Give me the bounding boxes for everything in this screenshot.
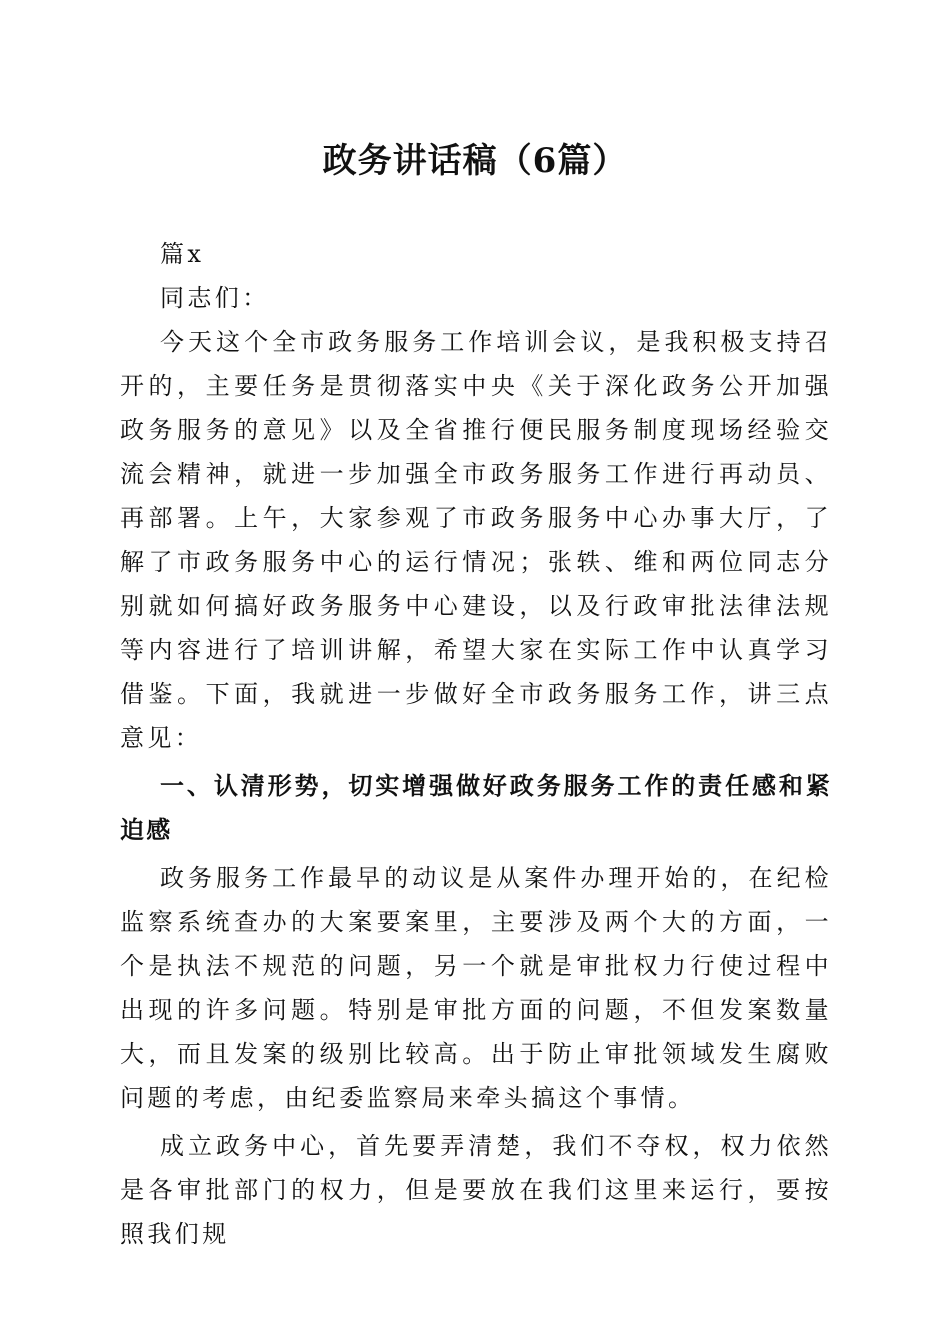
section-heading-1: 一、认清形势，切实增强做好政务服务工作的责任感和紧迫感 — [120, 772, 832, 844]
document-body — [120, 232, 832, 1256]
intro-paragraph: 今天这个全市政务服务工作培训会议，是我积极支持召开的，主要任务是贯彻落实中央《关于深化政务公开加强政务服务的意见》以及全省推行便民服务制度现场经验交流会精神，就进一步加强全市政务服务工作进行再动员、再部署。上午，大家参观了市政务服务中心办事大厅，了解了市政务服务中心的运行情况；张轶、维和两位同志分别就如何搞好政务服务中心建设，以及行政审批法律法规等内容进行了培训讲解，希望大家在实际工作中认真学习借鉴。下面，我就进一步做好全市政务服务工作，讲三点意见： — [120, 328, 832, 752]
section-1-paragraph-1: 政务服务工作最早的动议是从案件办理开始的，在纪检监察系统查办的大案要案里，主要涉及两个大的方面，一个是执法不规范的问题，另一个就是审批权力行使过程中出现的许多问题。特别是审批方面的问题，不但发案数量大，而且发案的级别比较高。出于防止审批领域发生腐败问题的考虑，由纪委监察局来牵头搞这个事情。 — [120, 864, 832, 1112]
document-title: 政务讲话稿（6篇） — [322, 141, 628, 181]
section-1-paragraph-2: 成立政务中心，首先要弄清楚，我们不夺权，权力依然是各审批部门的权力，但是要放在我们这里来运行，要按照我们规 — [120, 1132, 832, 1248]
section-label: 篇x — [160, 240, 205, 268]
salutation: 同志们： — [160, 284, 270, 312]
